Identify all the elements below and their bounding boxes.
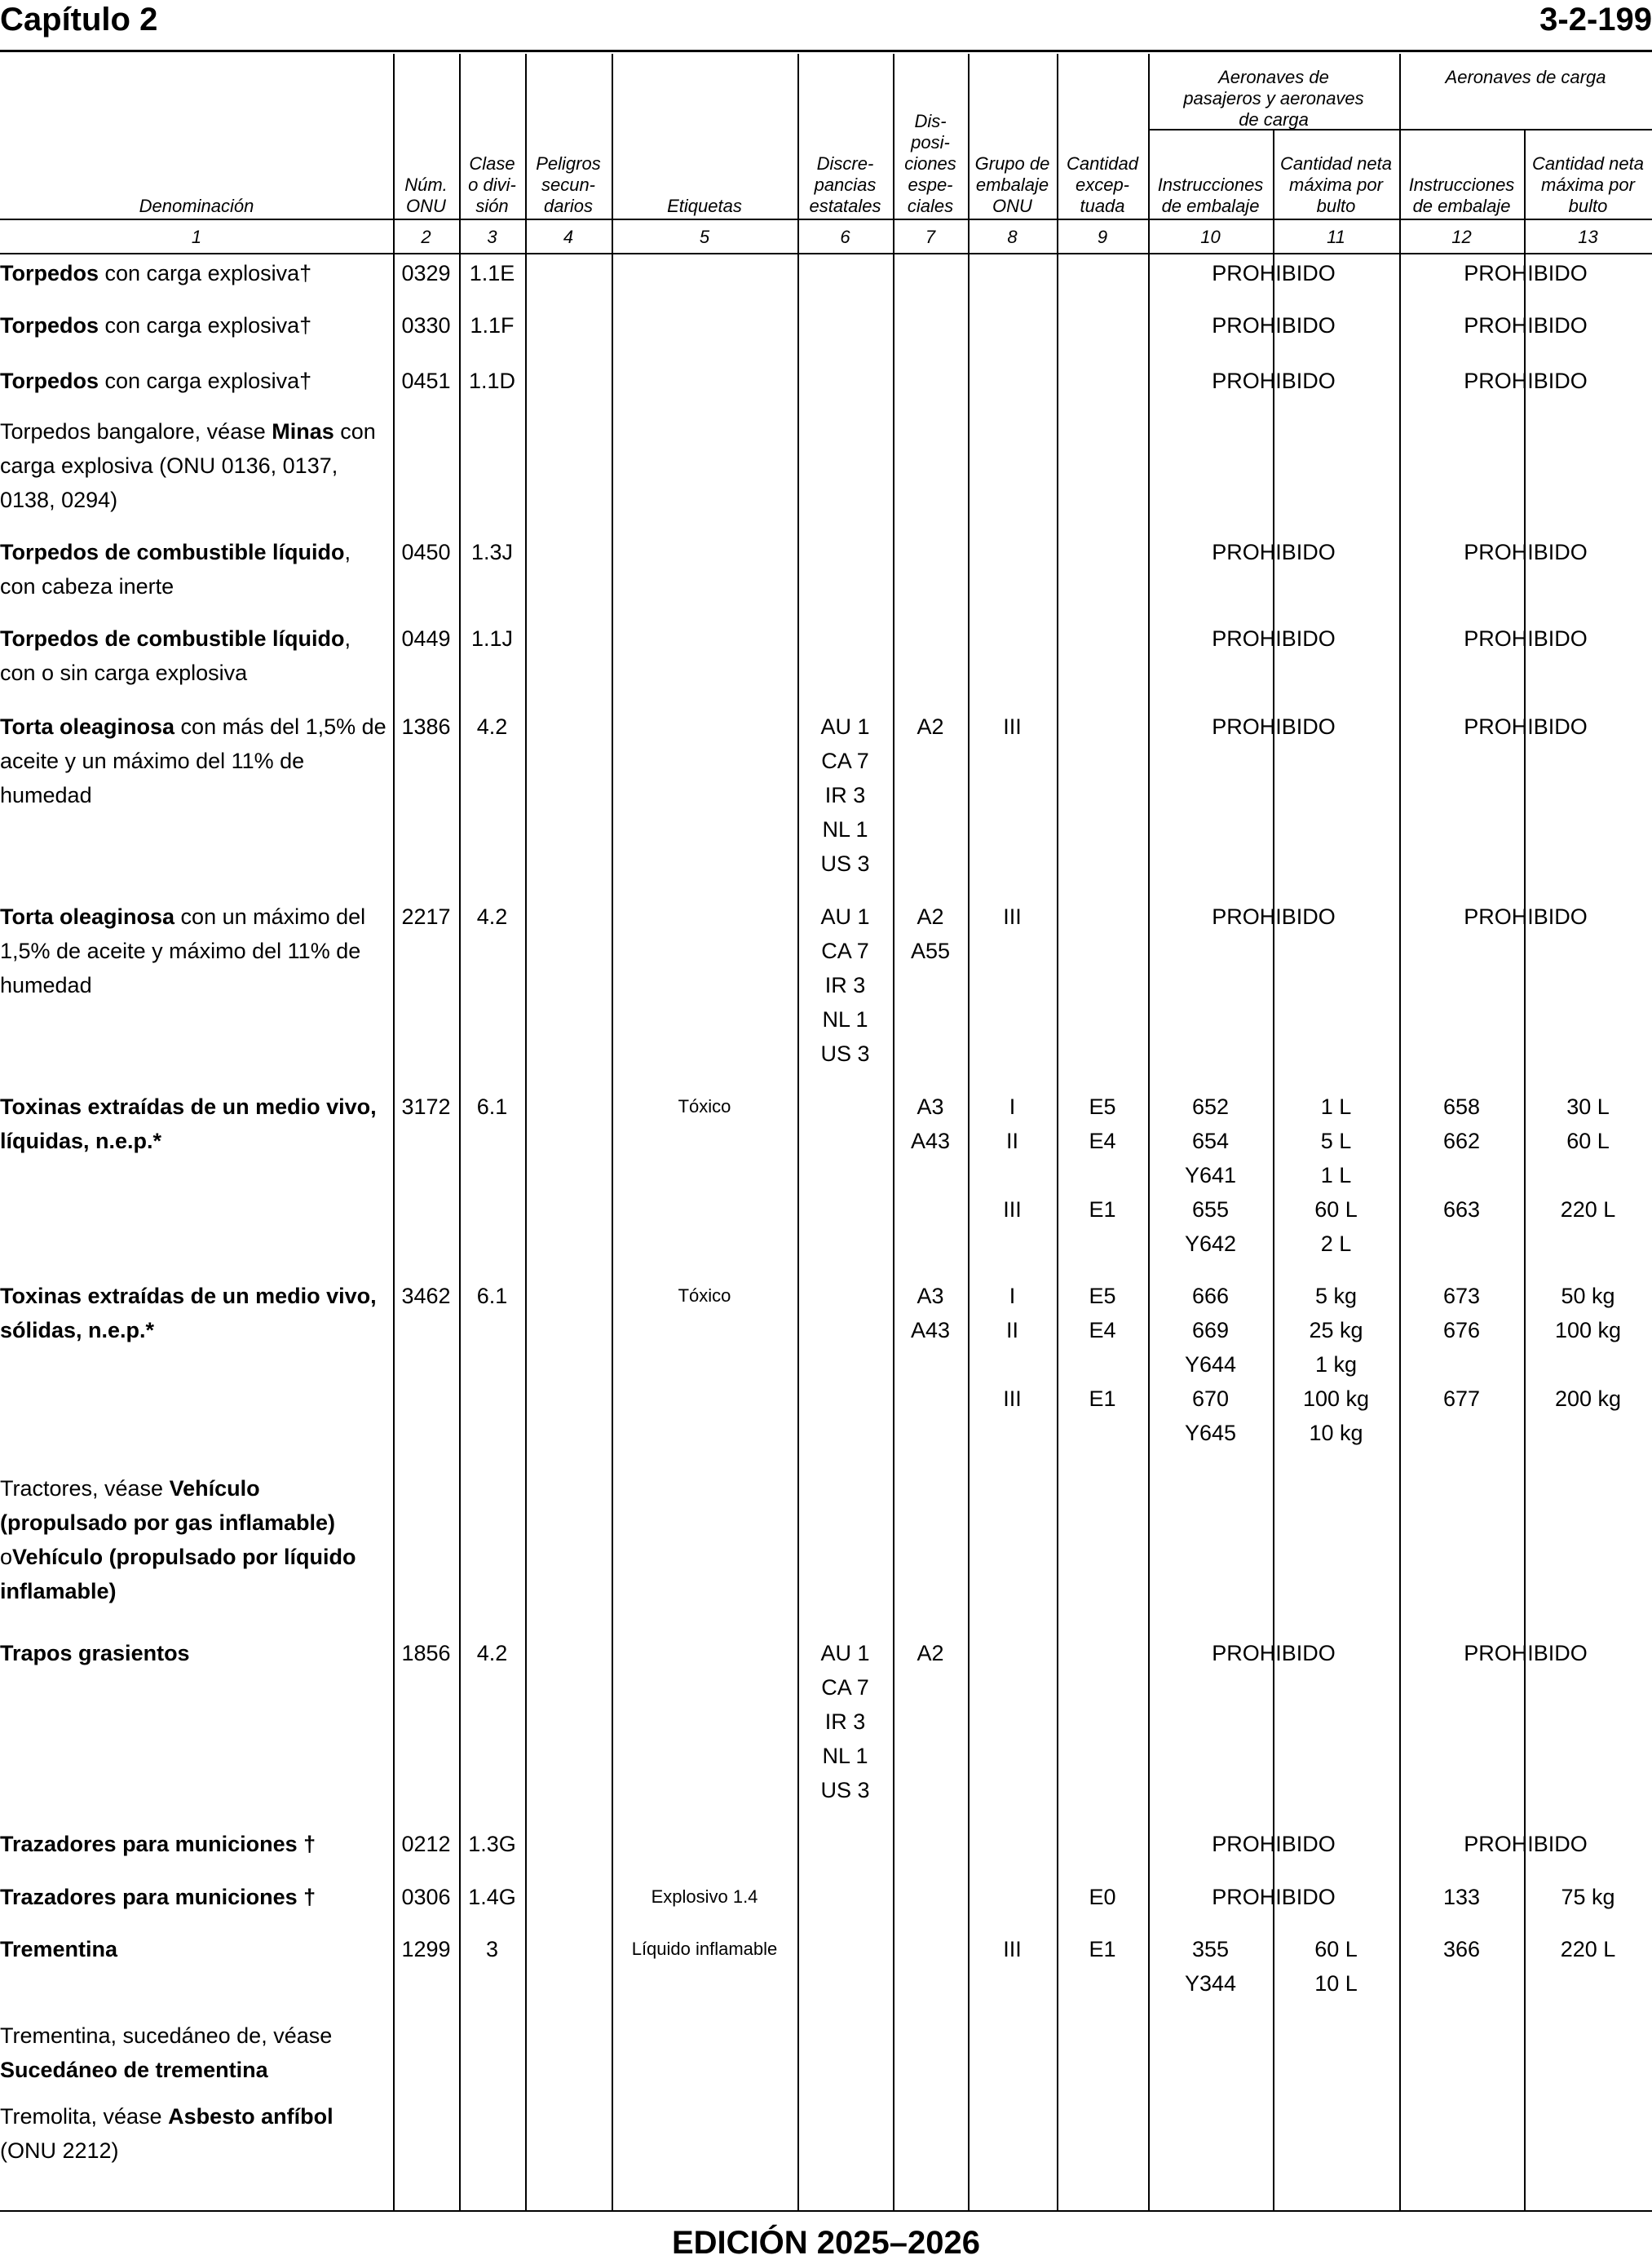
hazard-class: 1.1J	[470, 626, 514, 651]
entry-name-bold: Sucedáneo de trementina	[0, 2058, 268, 2082]
max-quantity-passenger: 10 kg	[1309, 1421, 1363, 1445]
prohibited-passenger: PROHIBIDO	[1212, 540, 1336, 564]
max-quantity-cargo: 220 L	[1560, 1937, 1616, 1961]
column-header-11: Cantidad neta máxima por bulto	[1280, 153, 1392, 216]
entry-name	[0, 1636, 391, 1670]
entry-name-bold: Trapos grasientos	[0, 1641, 190, 1665]
entry-name-text: (ONU 2212)	[0, 2138, 119, 2163]
special-provision: A2	[917, 1641, 944, 1665]
state-variation: US 3	[820, 1778, 870, 1802]
entry-name-text: Tremolita, véase	[0, 2104, 169, 2129]
packing-group: III	[1003, 1937, 1022, 1961]
max-quantity-passenger: 1 L	[1320, 1094, 1352, 1119]
max-quantity-passenger: 60 L	[1314, 1937, 1358, 1961]
un-number: 0306	[401, 1885, 451, 1909]
packing-instruction-passenger: 655	[1191, 1197, 1230, 1222]
entry-name-text: Trementina, sucedáneo de, véase	[0, 2023, 333, 2048]
state-variation: NL 1	[822, 1007, 868, 1032]
column-header-7: Dis- posi- ciones espe- ciales	[904, 111, 956, 216]
entry-name-text: con carga explosiva†	[99, 369, 312, 393]
max-quantity-passenger: 2 L	[1320, 1231, 1352, 1256]
column-header-10: Instrucciones de embalaje	[1157, 175, 1264, 216]
max-quantity-cargo: 200 kg	[1554, 1386, 1622, 1411]
un-number: 2217	[401, 904, 451, 929]
packing-instruction-passenger: 652	[1191, 1094, 1230, 1119]
packing-instruction-passenger: Y645	[1184, 1421, 1237, 1445]
entry-name	[0, 1827, 391, 1861]
packing-instruction-cargo: 662	[1442, 1129, 1481, 1153]
entry-name-bold: Torpedos	[0, 313, 99, 338]
entry-name	[0, 2099, 391, 2168]
column-number-1: 1	[191, 227, 202, 247]
state-variation: CA 7	[821, 1675, 869, 1700]
special-provision: A3	[917, 1094, 944, 1119]
entry-name-bold: Vehículo (propulsado por gas inflamable)	[0, 1476, 336, 1535]
special-provision: A2	[917, 714, 944, 739]
entry-name-bold: Torpedos	[0, 261, 99, 285]
un-number: 0212	[401, 1832, 451, 1856]
state-variation: AU 1	[820, 904, 870, 929]
un-number: 1299	[401, 1937, 451, 1961]
packing-instruction-passenger: 355	[1191, 1937, 1230, 1961]
hazard-class: 4.2	[476, 1641, 508, 1665]
entry-name-bold: Torpedos	[0, 369, 99, 393]
excepted-quantity: E0	[1089, 1885, 1116, 1909]
entry-name-text: con carga explosiva (ONU 0136, 0137, 0138, 0294)	[0, 419, 376, 512]
max-quantity-passenger: 5 kg	[1314, 1284, 1358, 1308]
prohibited-cargo: PROHIBIDO	[1464, 313, 1588, 338]
entry-name-bold: Toxinas extraídas de un medio vivo, sólidas, n.e.p.*	[0, 1284, 377, 1342]
column-header-5: Etiquetas	[667, 196, 742, 216]
state-variation: AU 1	[820, 714, 870, 739]
chapter-title: Capítulo 2	[0, 2, 158, 38]
packing-group: III	[1003, 904, 1022, 929]
hazard-class: 4.2	[476, 714, 508, 739]
column-number-13: 13	[1578, 227, 1598, 247]
packing-instruction-passenger: Y641	[1184, 1163, 1237, 1187]
prohibited-cargo: PROHIBIDO	[1464, 261, 1588, 285]
column-number-4: 4	[563, 227, 574, 247]
entry-name	[0, 308, 391, 343]
max-quantity-cargo: 60 L	[1566, 1129, 1610, 1153]
state-variation: AU 1	[820, 1641, 870, 1665]
state-variation: IR 3	[824, 973, 866, 997]
state-variation: IR 3	[824, 783, 866, 807]
entry-name-text: con carga explosiva†	[99, 313, 312, 338]
group-header-cargo: Aeronaves de carga	[1445, 67, 1606, 87]
max-quantity-passenger: 25 kg	[1309, 1318, 1363, 1342]
excepted-quantity: E1	[1089, 1937, 1116, 1961]
packing-group: II	[1005, 1318, 1018, 1342]
excepted-quantity: E5	[1089, 1284, 1116, 1308]
packing-instruction-cargo: 663	[1442, 1197, 1481, 1222]
packing-instruction-cargo: 133	[1442, 1885, 1481, 1909]
entry-name	[0, 621, 391, 690]
hazard-class: 1.3J	[470, 540, 514, 564]
column-number-3: 3	[487, 227, 497, 247]
packing-instruction-cargo: 676	[1442, 1318, 1481, 1342]
special-provision: A43	[910, 1318, 951, 1342]
entry-name	[0, 414, 391, 517]
entry-name-bold: Trazadores para municiones †	[0, 1832, 316, 1856]
un-number: 3172	[401, 1094, 451, 1119]
entry-name-bold: Torpedos de combustible líquido	[0, 540, 345, 564]
entry-name-bold: Torta oleaginosa	[0, 904, 175, 929]
max-quantity-cargo: 30 L	[1566, 1094, 1610, 1119]
state-variation: IR 3	[824, 1709, 866, 1734]
column-number-7: 7	[925, 227, 936, 247]
packing-instruction-cargo: 366	[1442, 1937, 1481, 1961]
max-quantity-passenger: 60 L	[1314, 1197, 1358, 1222]
group-header-passenger: Aeronaves de pasajeros y aeronaves de carga	[1183, 67, 1364, 130]
entry-name-bold: Trazadores para municiones †	[0, 1885, 316, 1909]
prohibited-cargo: PROHIBIDO	[1464, 714, 1588, 739]
prohibited-passenger: PROHIBIDO	[1212, 1832, 1336, 1856]
column-divider	[797, 54, 799, 2210]
entry-name	[0, 1090, 391, 1158]
column-number-9: 9	[1097, 227, 1108, 247]
packing-group: II	[1005, 1129, 1018, 1153]
hazard-class: 6.1	[476, 1284, 508, 1308]
hazard-class: 6.1	[476, 1094, 508, 1119]
state-variation: US 3	[820, 851, 870, 876]
prohibited-passenger: PROHIBIDO	[1212, 1885, 1336, 1909]
entry-name	[0, 535, 391, 604]
un-number: 1856	[401, 1641, 451, 1665]
entry-name	[0, 710, 391, 812]
entry-name	[0, 256, 391, 290]
excepted-quantity: E4	[1089, 1318, 1116, 1342]
max-quantity-cargo: 50 kg	[1561, 1284, 1615, 1308]
entry-name-bold: Toxinas extraídas de un medio vivo, líquidas, n.e.p.*	[0, 1094, 377, 1153]
state-variation: CA 7	[821, 939, 869, 963]
packing-group: III	[1003, 714, 1022, 739]
column-header-3: Clase o divi- sión	[468, 153, 516, 216]
page-header	[0, 0, 1652, 52]
column-number-2: 2	[421, 227, 431, 247]
hazard-label: Explosivo 1.4	[651, 1886, 758, 1907]
hazard-class: 1.1F	[470, 313, 515, 338]
packing-instruction-passenger: Y344	[1184, 1971, 1237, 1996]
entry-name	[0, 900, 391, 1002]
column-number-11: 11	[1327, 227, 1345, 247]
packing-instruction-passenger: 654	[1191, 1129, 1230, 1153]
max-quantity-passenger: 100 kg	[1302, 1386, 1370, 1411]
entry-name-bold: Minas	[272, 419, 334, 444]
entry-name	[0, 1279, 391, 1347]
hazard-class: 3	[485, 1937, 499, 1961]
hazard-class: 1.4G	[468, 1885, 516, 1909]
max-quantity-cargo: 220 L	[1560, 1197, 1616, 1222]
packing-instruction-cargo: 677	[1442, 1386, 1481, 1411]
prohibited-passenger: PROHIBIDO	[1212, 904, 1336, 929]
un-number: 0450	[401, 540, 451, 564]
prohibited-cargo: PROHIBIDO	[1464, 369, 1588, 393]
entry-name-text: Tractores, véase	[0, 1476, 170, 1501]
state-variation: US 3	[820, 1041, 870, 1066]
packing-group: III	[1003, 1197, 1022, 1222]
entry-name-bold: Torpedos de combustible líquido	[0, 626, 345, 651]
entry-name-text: o	[0, 1545, 13, 1569]
column-header-12: Instrucciones de embalaje	[1408, 175, 1515, 216]
header-rule	[0, 253, 1652, 254]
prohibited-cargo: PROHIBIDO	[1464, 540, 1588, 564]
special-provision: A2	[917, 904, 944, 929]
prohibited-cargo: PROHIBIDO	[1464, 626, 1588, 651]
entry-name-text: con más del 1,5% de aceite y un máximo del 11% de humedad	[0, 714, 386, 807]
edition-footer: EDICIÓN 2025–2026	[671, 2225, 980, 2261]
packing-instruction-passenger: 669	[1191, 1318, 1230, 1342]
prohibited-cargo: PROHIBIDO	[1464, 1641, 1588, 1665]
entry-name-text: con un máximo del 1,5% de aceite y máximo del 11% de humedad	[0, 904, 366, 997]
page-number: 3-2-199	[1539, 2, 1652, 38]
un-number: 0451	[401, 369, 451, 393]
entry-name	[0, 1471, 391, 1608]
hazard-class: 4.2	[476, 904, 508, 929]
column-divider	[525, 54, 527, 2210]
column-number-10: 10	[1200, 227, 1221, 247]
packing-instruction-passenger: 670	[1191, 1386, 1230, 1411]
entry-name	[0, 2019, 391, 2087]
excepted-quantity: E1	[1089, 1386, 1116, 1411]
prohibited-passenger: PROHIBIDO	[1212, 369, 1336, 393]
state-variation: CA 7	[821, 749, 869, 773]
column-header-13: Cantidad neta máxima por bulto	[1532, 153, 1644, 216]
column-header-9: Cantidad excep- tuada	[1066, 153, 1139, 216]
hazard-label: Tóxico	[678, 1285, 731, 1306]
state-variation: NL 1	[822, 817, 868, 842]
hazard-class: 1.1E	[469, 261, 515, 285]
entry-name-bold: Torta oleaginosa	[0, 714, 175, 739]
prohibited-passenger: PROHIBIDO	[1212, 313, 1336, 338]
entry-name-bold: Asbesto anfíbol	[168, 2104, 333, 2129]
prohibited-passenger: PROHIBIDO	[1212, 1641, 1336, 1665]
entry-name-bold: Vehículo (propulsado por líquido inflamable)	[0, 1545, 356, 1603]
column-number-6: 6	[840, 227, 850, 247]
max-quantity-cargo: 100 kg	[1554, 1318, 1622, 1342]
column-header-4: Peligros secun- darios	[536, 153, 601, 216]
special-provision: A43	[910, 1129, 951, 1153]
column-number-5: 5	[699, 227, 710, 247]
excepted-quantity: E5	[1089, 1094, 1116, 1119]
bottom-rule	[0, 2210, 1652, 2212]
un-number: 1386	[401, 714, 451, 739]
packing-instruction-cargo: 658	[1442, 1094, 1481, 1119]
state-variation: NL 1	[822, 1744, 868, 1768]
hazard-class: 1.3G	[468, 1832, 516, 1856]
special-provision: A3	[917, 1284, 944, 1308]
entry-name-bold: Trementina	[0, 1937, 118, 1961]
hazard-class: 1.1D	[468, 369, 516, 393]
prohibited-passenger: PROHIBIDO	[1212, 626, 1336, 651]
packing-group: I	[1009, 1284, 1016, 1308]
max-quantity-passenger: 1 kg	[1314, 1352, 1358, 1377]
column-number-12: 12	[1451, 227, 1472, 247]
column-header-1: Denominación	[139, 196, 254, 216]
entry-name-text: , con o sin carga explosiva	[0, 626, 351, 685]
column-header-6: Discre- pancias estatales	[809, 153, 881, 216]
entry-name-text: con carga explosiva†	[99, 261, 312, 285]
packing-instruction-passenger: Y642	[1184, 1231, 1237, 1256]
prohibited-passenger: PROHIBIDO	[1212, 261, 1336, 285]
prohibited-passenger: PROHIBIDO	[1212, 714, 1336, 739]
un-number: 0330	[401, 313, 451, 338]
un-number: 3462	[401, 1284, 451, 1308]
entry-name	[0, 1932, 391, 1966]
packing-instruction-passenger: Y644	[1184, 1352, 1237, 1377]
packing-instruction-passenger: 666	[1191, 1284, 1230, 1308]
special-provision: A55	[910, 939, 951, 963]
max-quantity-passenger: 10 L	[1314, 1971, 1358, 1996]
excepted-quantity: E1	[1089, 1197, 1116, 1222]
packing-group: III	[1003, 1386, 1022, 1411]
packing-group: I	[1009, 1094, 1016, 1119]
max-quantity-passenger: 1 L	[1320, 1163, 1352, 1187]
hazard-label: Tóxico	[678, 1096, 731, 1117]
header-rule	[0, 219, 1652, 220]
hazard-label: Líquido inflamable	[631, 1939, 778, 1959]
excepted-quantity: E4	[1089, 1129, 1116, 1153]
prohibited-cargo: PROHIBIDO	[1464, 904, 1588, 929]
max-quantity-passenger: 5 L	[1320, 1129, 1352, 1153]
entry-name-text: , con cabeza inerte	[0, 540, 351, 599]
entry-name	[0, 1880, 391, 1914]
column-header-2: Núm. ONU	[404, 175, 448, 216]
un-number: 0449	[401, 626, 451, 651]
column-header-8: Grupo de embalaje ONU	[974, 153, 1050, 216]
entry-name	[0, 364, 391, 398]
prohibited-cargo: PROHIBIDO	[1464, 1832, 1588, 1856]
max-quantity-cargo: 75 kg	[1561, 1885, 1615, 1909]
entry-name-text: Torpedos bangalore, véase	[0, 419, 272, 444]
column-number-8: 8	[1007, 227, 1018, 247]
packing-instruction-cargo: 673	[1442, 1284, 1481, 1308]
un-number: 0329	[401, 261, 451, 285]
